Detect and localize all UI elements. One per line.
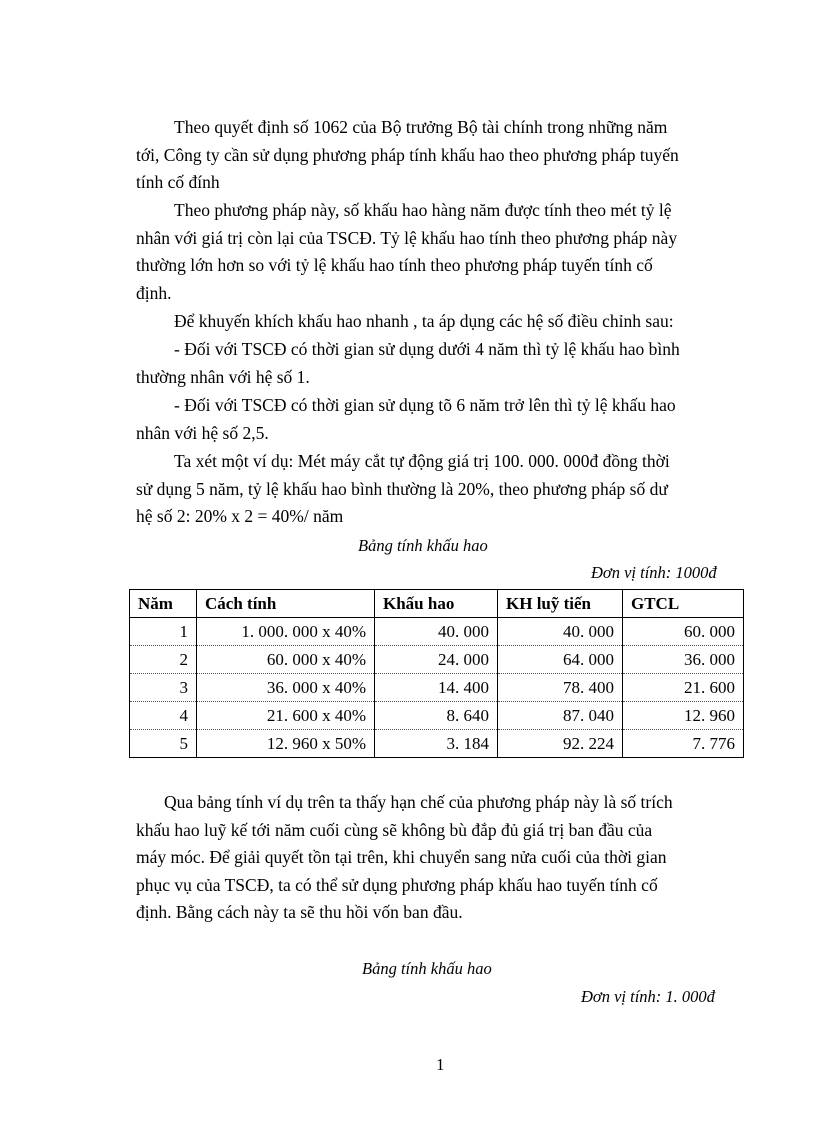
- text-line: phục vụ của TSCĐ, ta có thể sử dụng phương pháp khấu hao tuyến tính cố: [136, 874, 658, 895]
- text-line: Qua bảng tính ví dụ trên ta thấy hạn chế của phương pháp này là số trích: [164, 792, 673, 812]
- table-row: [130, 674, 744, 702]
- table2-unit: Đơn vị tính: 1. 000đ: [581, 987, 715, 1006]
- cell-method: 21. 600 x 40%: [197, 702, 375, 730]
- page-number: 1: [436, 1055, 445, 1074]
- cell-depreciation: 40. 000: [375, 618, 498, 646]
- cell-year: 2: [130, 646, 197, 674]
- text-line: Theo phương pháp này, số khấu hao hàng năm được tính theo mét tỷ lệ: [174, 200, 672, 220]
- header-remaining-value: GTCL: [623, 590, 744, 618]
- text-line: tính cố đính: [136, 172, 220, 192]
- text-line: Theo quyết định số 1062 của Bộ trưởng Bộ tài chính trong những năm: [174, 117, 668, 137]
- table-row: [130, 618, 744, 646]
- table1-unit: Đơn vị tính: 1000đ: [591, 563, 717, 582]
- cell-year: 4: [130, 702, 197, 730]
- header-cumulative: KH luỹ tiến: [498, 590, 623, 618]
- paragraph-example: [136, 448, 740, 531]
- text-line: định. Bằng cách này ta sẽ thu hồi vốn ban đầu.: [136, 902, 463, 922]
- cell-method: 36. 000 x 40%: [197, 674, 375, 702]
- cell-depreciation: 8. 640: [375, 702, 498, 730]
- cell-remaining-value: 12. 960: [623, 702, 744, 730]
- header-depreciation: Khấu hao: [375, 590, 498, 618]
- text-line: khấu hao luỹ kế tới năm cuối cùng sẽ không bù đắp đủ giá trị ban đầu của: [136, 819, 653, 840]
- paragraph-coefficients-intro: [136, 308, 740, 336]
- cell-cumulative: 78. 400: [498, 674, 623, 702]
- cell-cumulative: 87. 040: [498, 702, 623, 730]
- text-line: máy móc. Để giải quyết tồn tại trên, khi chuyển sang nửa cuối của thời gian: [136, 847, 667, 867]
- cell-cumulative: 64. 000: [498, 646, 623, 674]
- table-row: [130, 730, 744, 758]
- text-line: hệ số 2: 20% x 2 = 40%/ năm: [136, 506, 344, 526]
- table2-caption: Bảng tính khấu hao: [362, 959, 492, 978]
- cell-cumulative: 92. 224: [498, 730, 623, 758]
- text-line: tới, Công ty cần sử dụng phương pháp tính khấu hao theo phương pháp tuyến: [136, 144, 679, 165]
- cell-year: 3: [130, 674, 197, 702]
- table-row: [130, 702, 744, 730]
- text-line: Ta xét một ví dụ: Mét máy cắt tự động giá trị 100. 000. 000đ đồng thời: [174, 451, 670, 471]
- cell-year: 1: [130, 618, 197, 646]
- paragraph-method: [136, 197, 740, 307]
- text-line: Để khuyến khích khấu hao nhanh , ta áp dụng các hệ số điều chỉnh sau:: [174, 311, 674, 331]
- paragraph-over-6-years: [136, 392, 740, 447]
- cell-remaining-value: 60. 000: [623, 618, 744, 646]
- text-line: nhân với hệ số 2,5.: [136, 422, 269, 443]
- text-line: nhân với giá trị còn lại của TSCĐ. Tỷ lệ khấu hao tính theo phương pháp này: [136, 227, 678, 248]
- paragraph-decision: [136, 114, 740, 197]
- text-line: định.: [136, 282, 172, 303]
- text-line: - Đối với TSCĐ có thời gian sử dụng tõ 6 năm trở lên thì tỷ lệ khấu hao: [174, 395, 676, 415]
- cell-depreciation: 3. 184: [375, 730, 498, 758]
- cell-remaining-value: 7. 776: [623, 730, 744, 758]
- table-header-row: [130, 590, 744, 618]
- depreciation-table: [129, 589, 744, 758]
- text-line: thường lớn hơn so với tỷ lệ khấu hao tính theo phương pháp tuyến tính cố: [136, 255, 653, 275]
- text-line: - Đối với TSCĐ có thời gian sử dụng dưới 4 năm thì tỷ lệ khấu hao bình: [174, 339, 680, 359]
- text-line: sử dụng 5 năm, tỷ lệ khấu hao bình thường là 20%, theo phương pháp số dư: [136, 478, 668, 499]
- cell-remaining-value: 36. 000: [623, 646, 744, 674]
- cell-method: 1. 000. 000 x 40%: [197, 618, 375, 646]
- table-row: [130, 646, 744, 674]
- cell-remaining-value: 21. 600: [623, 674, 744, 702]
- text-line: thường nhân với hệ số 1.: [136, 366, 310, 387]
- header-method: Cách tính: [197, 590, 375, 618]
- cell-cumulative: 40. 000: [498, 618, 623, 646]
- cell-method: 12. 960 x 50%: [197, 730, 375, 758]
- cell-depreciation: 24. 000: [375, 646, 498, 674]
- paragraph-under-4-years: [136, 336, 740, 391]
- paragraph-conclusion: [136, 789, 740, 927]
- header-year: Năm: [130, 590, 197, 618]
- cell-year: 5: [130, 730, 197, 758]
- cell-method: 60. 000 x 40%: [197, 646, 375, 674]
- table1-caption: Bảng tính khấu hao: [358, 536, 488, 555]
- cell-depreciation: 14. 400: [375, 674, 498, 702]
